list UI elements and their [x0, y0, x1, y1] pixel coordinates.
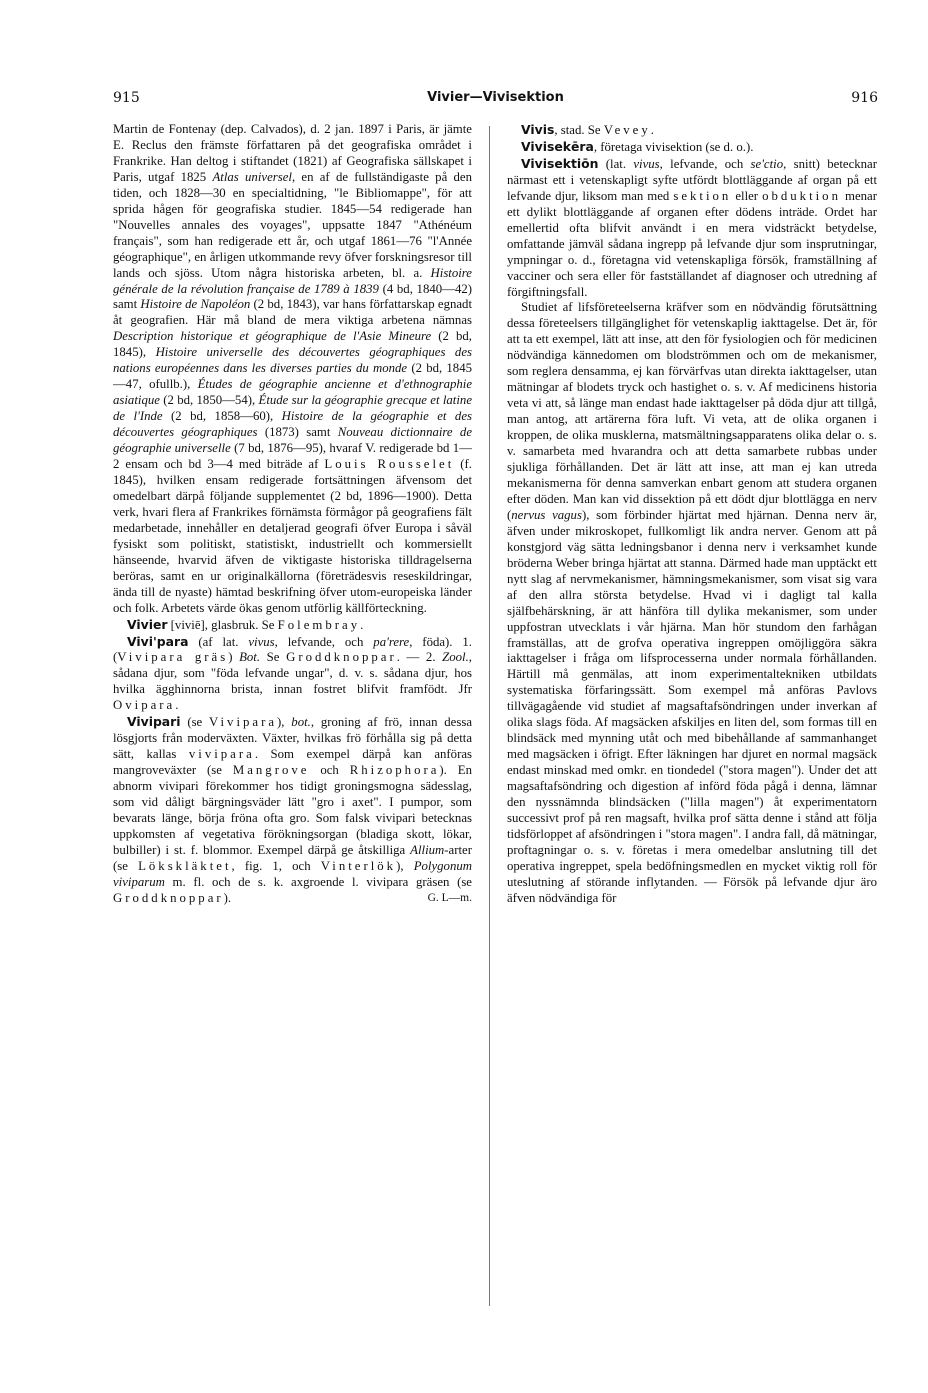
entry-continuation-paragraph: Martin de Fontenay (dep. Calvados), d. 2 jan. 1897 i Paris, är jämte E. Reclus den främste författaren på det geografiska området i Frankrike. Han deltog i stiftandet (1821) af Geografiska sällskapet i Paris, utgaf 1825 Atlas universel, en af de fullständigaste på den tiden, och 1828—30 en specialtidning, "le Bibliomappe", för att sprida hågen för geografiska studier. 1845—54 redigerade han "Nouvelles annales des voyages", uppsatte 1847 "Athénéum français", som han redigerade ett år, och utgaf 1861—76 "l'Année géographique", en årligen utkommande revy öfver forskningsresor till lands och sjöss. Utom några historiska arbeten, bl. a. Histoire générale de la révolution française de 1789 à 1839 (4 bd, 1840—42) samt Histoire de Napoléon (2 bd, 1843), var hans författarskap egnadt åt geografien. Här må bland de mera viktiga arbetena nämnas Description historique et géographique de l'Asie Mineure (2 bd, 1845), Histoire universelle des découvertes géographiques des nations européennes dans les diverses parties du monde (2 bd, 1845—47, ofullb.), Études de géographie ancienne et d'ethnographie asiatique (2 bd, 1850—54), Étude sur la géographie grecque et latine de l'Inde (2 bd, 1858—60), Histoire de la géographie et des découvertes géographiques (1873) samt Nouveau dictionnaire de géographie universelle (7 bd, 1876—95), hvaraf V. redigerade bd 1—2 ensam och bd 3—4 med biträde af Louis Rousselet (f. 1845), hvilken ensam redigerade fortsättningen äfvensom det omedelbart därpå följande supplementet (2 bd, 1896—1900). Detta verk, hvari flera af Frankrikes förnämsta förmågor på geografiens fält medarbetade, innehåller en detaljerad geografi öfver Europa i såväl fysiskt som politiskt, statistiskt, industriellt och kommersiellt hänseende, hvarvid äfven de viktigaste historiska tilldragelserna beröras, samt en ur originalkällorna (företrädesvis reseskildringar, ända till de nyaste) hämtad beskrifning öfver utom-europeiska länder och folk. Arbetets värde ökas genom utförlig källförteckning.: [113, 122, 472, 615]
entry-vivipari: Vivipari (se Vivipara), bot., groning af frö, innan dessa lösgjorts från moderväxten. Växter, hvilkas frö förhålla sig på detta sätt, kallas vivipara. Som exempel därpå kan anföras mangroveväxter (se Mangrove och Rhizophora). En abnorm vivipari förekommer hos tidigt groningsmogna sädesslag, som vid dåligt bärgningsväder lätt "gro i axet". I pumpor, som bevarats länge, börja fröna ofta gro. Som falsk vivipari betecknas uppkomsten af vegetativa förökningsorgan (bladiga skott, lökar, bulbiller) i st. f. blommor. Exempel därpå ge åtskilliga Allium-arter (se Lökskläktet, fig. 1, och Vinterlök), Polygonum viviparum m. fl. och de s. k. axgroende l. vivipara gräsen (se Groddknoppar). G. L—m.: [113, 714, 472, 905]
left-column: [113, 122, 472, 1322]
author-signature: G. L—m.: [427, 891, 472, 904]
right-column: [507, 122, 877, 1322]
headword: Vivisektiōn: [521, 155, 599, 171]
entry-vivipara: Vivi'para (af lat. vivus, lefvande, och pa'rere, föda). 1. (Vivipara gräs) Bot. Se Groddknoppar. — 2. Zool., sådana djur, som "föda lefvande ungar", d. v. s. sådana djur, hos hvilka ägghinnorna brista, innan fostret blifvit framfödt. Jfr Ovipara.: [113, 633, 472, 713]
headword: Vivisekēra: [521, 138, 594, 154]
header-title: Vivier—Vivisektion: [427, 90, 564, 105]
entry-vivis: Vivis, stad. Se Vevey.: [521, 122, 654, 137]
running-header: [113, 90, 878, 112]
column-divider: [489, 126, 490, 1306]
headword: Vivis: [521, 122, 555, 137]
entry-vivier: Vivier [viviē], glasbruk. Se Folembray.: [127, 616, 364, 632]
entry-vivisekera: Vivisekēra, företaga vivisektion (se d. o.).: [521, 138, 754, 154]
headword: Vivipari: [127, 714, 181, 730]
headword: Vivi'para: [127, 633, 189, 649]
vivisektion-paragraph-2: Studiet af lifsföreteelserna kräfver som en nödvändig förutsättning dessa företeelsers tillgänglighet för vetenskaplig iakttagelse. Det är, för att ta ett exempel, lätt att inse, att den för fysiologien och för medicinen nödvändiga kännedomen om blodströmmen och om de mekanismer, som reglera densamma, ej kan förvärfvas utan direkta iakttagelser, utan mätningar af blodets tryck och hastighet o. s. v. Af medicinens historia veta vi att, så länge man endast hade iakttagelser på döda djur att tillgå, man antog, att artärerna föra luft. Vi veta, att de olika organen i kroppen, de olika musklerna, matsmältningsapparatens olika delar o. s. v. samarbeta med hvarandra och att detta samarbete rubbas under sjukliga förhållanden. Det är lätt att inse, att man ej kan utreda mekanismerna för denna samverkan enbart genom att studera organen efter döden. Man kan vid dissektion på ett dödt djur blottlägga en nerv (nervus vagus), som förbinder hjärtat med hjärnan. Denna nerv är, äfven under mikroskopet, fullkomligt lik andra nerver. Genom att på konstgjord väg sätta ledningsbanor i denna nerv i verksamhet kunde bröderna Weber bringa hjärtat att stanna. Därmed hade man upptäckt ett nytt slag af nervmekanismer, hämningsmekanismer, som visat sig vara af den allra största betydelse. Hvad vi i dagligt tal kalla själfbehärskning, är att hänföra till dylika mekanismer, som under uppfostran utvecklats i vår hjärna. Man hör stundom den farhågan framställas, att de grofva operativa ingreppen omöjliggöra säkra iakttagelser i fråga om lifsprocesserna under normala förhållanden. Härtill må genmälas, att inom experimentaltekniken utbildats systematiska förfaringssätt. Som exempel må anföras Pavlovs tillvägagående vid studiet af magsaftafsöndringen under inverkan af olika slags föda. Af magsäcken afskiljes en liten del, som formas till en blindsäck med mynning utåt och med bibehållande af sammanhanget med magsäcken i öfrigt. Efter läkningen har djuret en normal magsäck endast minskad med omkr. en tiondedel ("stora magen"). Under det att magsaftafsöndring och digestion af införd föda pågå i denna, lämnar den nyssnämnda blindsäcken ("lilla magen") åt experimentatorn successivt prof på ren magsaft, hvilka prof sätta denne i stånd att följa tidsförloppet af afsöndringen i "stora magen". I andra fall, då mätningar, proftagningar o. s. v. företas i mera omedelbar anslutning till det operativa ingreppet, spela bedöfningsmedlen en mycket viktig roll för uteslutning af störande inflytanden. — Försök på lefvande djur äro äfven nödvändiga för: [507, 300, 877, 905]
headword: Vivier: [127, 616, 168, 632]
page-number-left: 915: [113, 90, 140, 106]
page-number-right: 916: [851, 90, 878, 106]
entry-vivisektion: Vivisektiōn (lat. vivus, lefvande, och se'ctio, snitt) betecknar närmast ett i vetenskapligt syfte utfördt blottläggande af organ på ett lefvande djur, liksom man med sektion eller obduktion menar ett dylikt blottläggande af organen efter dödens inträde. Ordet har emellertid ofta blifvit användt i en mera vidsträckt betydelse, omfattande jämväl sådana ingrepp på lefvande djur som insprutningar, ympningar o. d., företagna vid vetenskapliga försök, framställning af vacciner och sera eller för fastställandet af diagnoser och utredning af förgiftningsfall.: [507, 155, 877, 299]
